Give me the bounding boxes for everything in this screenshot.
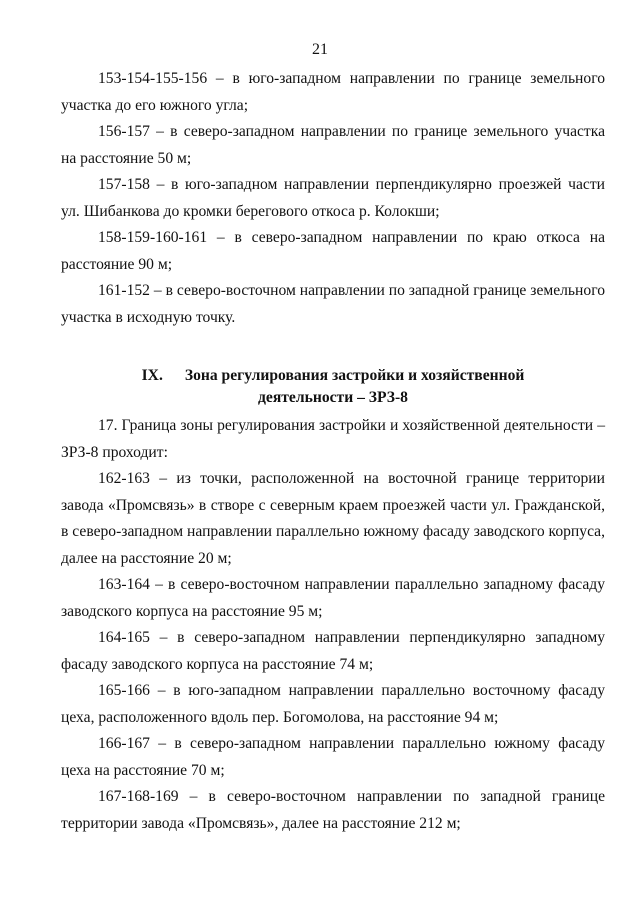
- paragraph: 167-168-169 – в северо-восточном направлении по западной границе территории завода «Промсвязь», далее на расстояние 212 м;: [61, 788, 605, 832]
- paragraph: 17. Граница зоны регулирования застройки и хозяйственной деятельности – ЗРЗ-8 проходит:: [61, 417, 605, 461]
- section-number: IX.: [141, 367, 163, 384]
- paragraph: 156-157 – в северо-западном направлении по границе земельного участка на расстояние 50 м;: [61, 123, 605, 167]
- document-body: [61, 66, 605, 837]
- paragraph: 157-158 – в юго-западном направлении перпендикулярно проезжей части ул. Шибанкова до кромки берегового откоса р. Колокши;: [61, 176, 605, 220]
- paragraph: 162-163 – из точки, расположенной на восточной границе территории завода «Промсвязь» в створе с северным краем проезжей части ул. Гражданской, в северо-западном направлении параллельно южному фасаду заводского корпуса, далее на расстояние 20 м;: [61, 470, 605, 567]
- section-heading: [61, 365, 605, 409]
- paragraph: 164-165 – в северо-западном направлении перпендикулярно западному фасаду заводского корпуса на расстояние 74 м;: [61, 629, 605, 673]
- paragraph: 166-167 – в северо-западном направлении параллельно южному фасаду цеха на расстояние 70 м;: [61, 735, 605, 779]
- section-title-part-1: Зона регулирования застройки и хозяйственной: [184, 367, 525, 384]
- paragraph: 153-154-155-156 – в юго-западном направлении по границе земельного участка до его южного угла;: [61, 70, 605, 114]
- section-title-part-2: деятельности – ЗРЗ-8: [258, 389, 408, 406]
- paragraph: 158-159-160-161 – в северо-западном направлении по краю откоса на расстояние 90 м;: [61, 229, 605, 273]
- paragraph: 163-164 – в северо-восточном направлении параллельно западному фасаду заводского корпуса на расстояние 95 м;: [61, 576, 605, 620]
- page-number: 21: [312, 41, 328, 58]
- section-heading-line-1: [61, 365, 605, 387]
- paragraph: 161-152 – в северо-восточном направлении по западной границе земельного участка в исходную точку.: [61, 282, 605, 326]
- paragraph: 165-166 – в юго-западном направлении параллельно восточному фасаду цеха, расположенного вдоль пер. Богомолова, на расстояние 94 м;: [61, 682, 605, 726]
